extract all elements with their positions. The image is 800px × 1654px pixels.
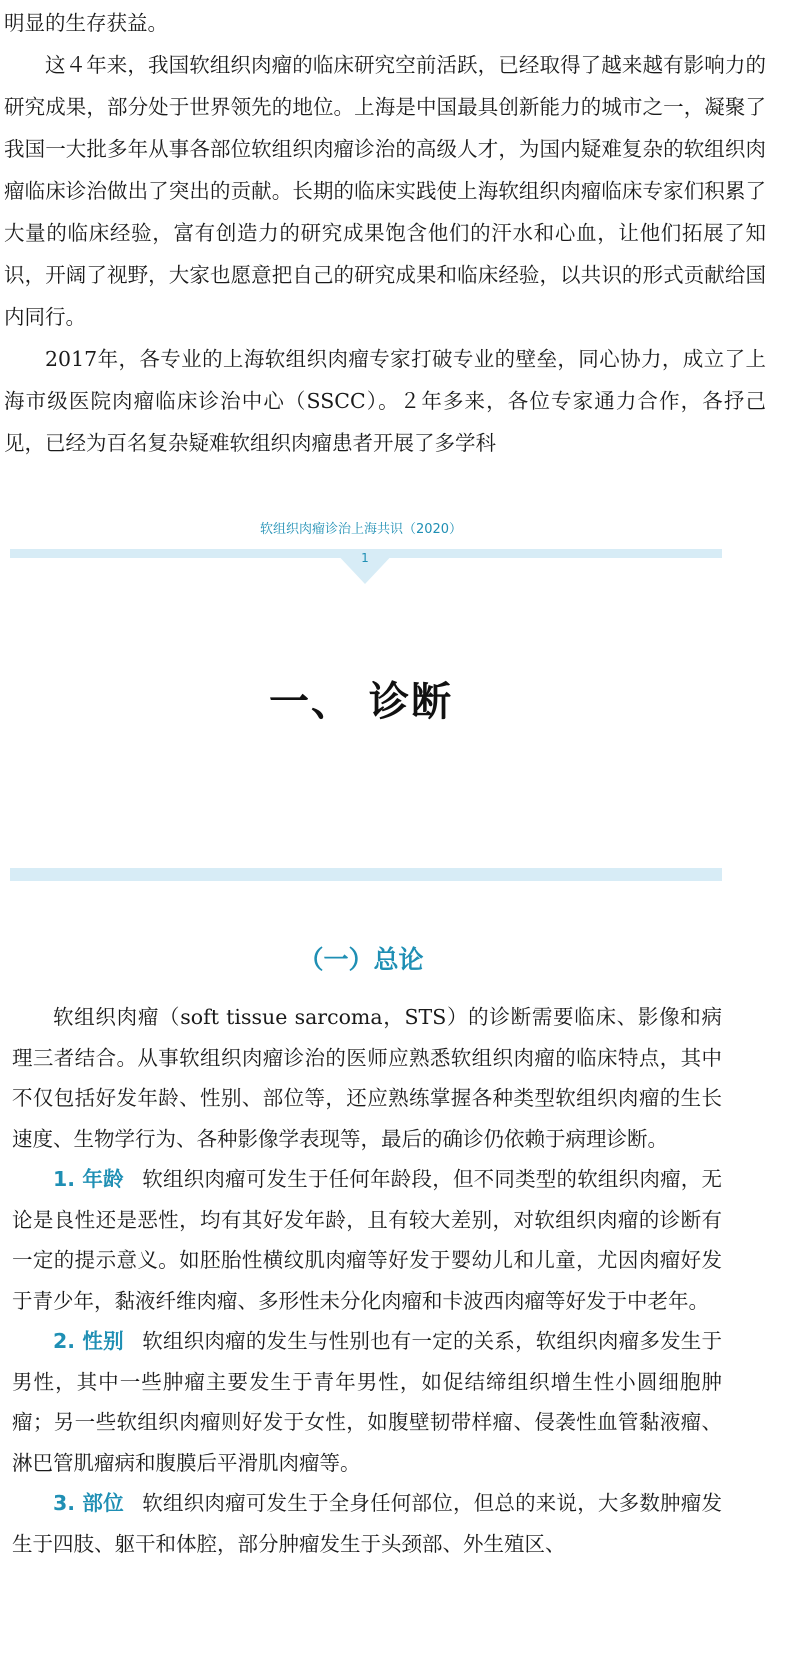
paragraph: 软组织肉瘤（soft tissue sarcoma，STS）的诊断需要临床、影像和病理三者结合。从事软组织肉瘤诊治的医师应熟悉软组织肉瘤的临床特点，其中不仅包括好发年龄、性别、部位等，还应熟练掌握各种类型软组织肉瘤的生长速度、生物学行为、各种影像学表现等，最后的确诊仍依赖于病理诊断。 <box>12 1005 722 1151</box>
paragraph-fragment: 明显的生存获益。 <box>4 11 168 35</box>
item-heading: 2. 性别 <box>53 1329 124 1353</box>
list-item <box>12 1483 722 1564</box>
continued-text-block <box>4 2 766 464</box>
chapter-title: 一、 诊断 <box>269 679 453 725</box>
item-text: 软组织肉瘤可发生于任何年龄段，但不同类型的软组织肉瘤，无论是良性还是恶性，均有其好发年龄，且有较大差别，对软组织肉瘤的诊断有一定的提示意义。如胚胎性横纹肌肉瘤等好发于婴幼儿和儿童，尤因肉瘤好发于青少年，黏液纤维肉瘤、多形性未分化肉瘤和卡波西肉瘤等好发于中老年。 <box>12 1167 722 1313</box>
body-text-block <box>12 997 722 1564</box>
list-item <box>12 1159 722 1321</box>
page-number: 1 <box>361 551 369 565</box>
item-text: 软组织肉瘤可发生于全身任何部位，但总的来说，大多数肿瘤发生于四肢、躯干和体腔，部分肿瘤发生于头颈部、外生殖区、 <box>12 1491 722 1556</box>
item-heading: 1. 年龄 <box>53 1167 124 1191</box>
paragraph: 这４年来，我国软组织肉瘤的临床研究空前活跃，已经取得了越来越有影响力的研究成果，部分处于世界领先的地位。上海是中国最具创新能力的城市之一，凝聚了我国一大批多年从事各部位软组织肉瘤诊治的高级人才，为国内疑难复杂的软组织肉瘤临床诊治做出了突出的贡献。长期的临床实践使上海软组织肉瘤临床专家们积累了大量的临床经验，富有创造力的研究成果饱含他们的汗水和心血，让他们拓展了知识，开阔了视野，大家也愿意把自己的研究成果和临床经验，以共识的形式贡献给国内同行。 <box>4 53 766 329</box>
list-item <box>12 1321 722 1483</box>
paragraph: 2017年，各专业的上海软组织肉瘤专家打破专业的壁垒，同心协力，成立了上海市级医院肉瘤临床诊治中心（SSCC）。２年多来，各位专家通力合作，各抒己见，已经为百名复杂疑难软组织肉瘤患者开展了多学科 <box>4 347 766 455</box>
item-text: 软组织肉瘤的发生与性别也有一定的关系，软组织肉瘤多发生于男性，其中一些肿瘤主要发生于青年男性，如促结缔组织增生性小圆细胞肿瘤；另一些软组织肉瘤则好发于女性，如腹壁韧带样瘤、侵袭性血管黏液瘤、淋巴管肌瘤病和腹膜后平滑肌肉瘤等。 <box>12 1329 722 1475</box>
running-footer-title: 软组织肉瘤诊治上海共识（2020） <box>259 522 463 537</box>
chapter-band <box>10 868 722 881</box>
item-heading: 3. 部位 <box>53 1491 124 1515</box>
section-title: （一）总论 <box>298 945 424 974</box>
